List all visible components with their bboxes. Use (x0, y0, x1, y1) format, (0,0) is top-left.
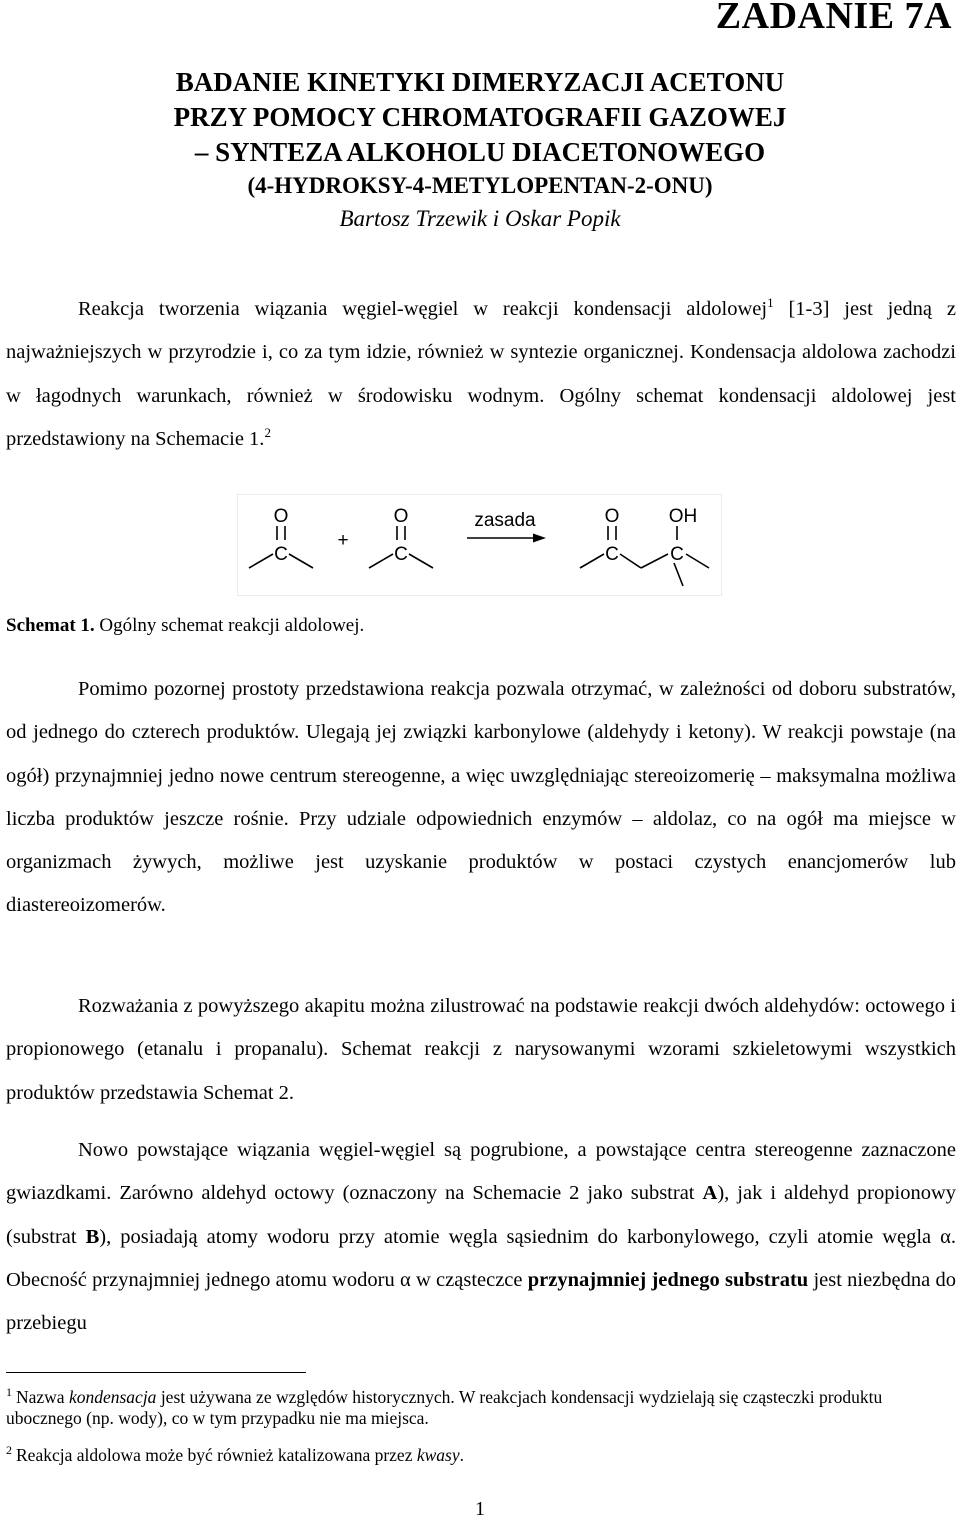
footnote-ref-1: 1 (767, 295, 774, 311)
task-label: ZADANIE 7A (715, 0, 952, 37)
footnote-2-number: 2 (6, 1443, 12, 1457)
r1-oxygen: O (273, 506, 289, 527)
title-line-1: BADANIE KINETYKI DIMERYZACJI ACETONU (175, 67, 785, 97)
p-alcohol-carbon: C (670, 544, 684, 565)
footnote-1-number: 1 (6, 1385, 12, 1399)
footnote-1 (6, 1382, 956, 1429)
r2-carbon: C (394, 544, 408, 565)
paragraph-1-text-a: Reakcja tworzenia wiązania węgiel-węgiel w reakcji kondensacji aldolowej (78, 298, 768, 320)
substrate-B-label: B (85, 1225, 100, 1248)
title-line-3: – SYNTEZA ALKOHOLU DIACETONOWEGO (194, 137, 766, 167)
footnote-1-italic: kondensacja (68, 1386, 157, 1407)
authors: Bartosz Trzewik i Oskar Popik (339, 206, 621, 231)
footnote-1-text-b: jest używana ze względów historycznych. W reakcjach kondensacji wydzielają się cząsteczki produktu ubocznego (np. wody), co w tym przypadku nie ma miejsca. (6, 1386, 883, 1428)
footnote-separator (6, 1372, 306, 1373)
footnote-2-text-b: . (459, 1444, 464, 1465)
p-oxygen: O (604, 506, 620, 527)
paragraph-1-text-b: [1-3] jest jedną z najważniejszych w przyrodzie i, co za tym idzie, również w syntezie organicznej. Kondensacja aldolowa zachodzi w łagodnych warunkach, również w środowisku wodnym. Ogólny schemat kondensacji aldolowej jest przedstawiony na Schemacie 1. (6, 298, 956, 450)
r1-carbon: C (274, 544, 288, 565)
footnote-2-italic: kwasy (416, 1444, 460, 1465)
p-hydroxyl: OH (668, 506, 698, 527)
paragraph-4-text-d: jest niezbędna do przebiegu (6, 1268, 956, 1335)
p-carbonyl-carbon: C (605, 544, 619, 565)
scheme-caption-text: Ogólny schemat reakcji aldolowej. (94, 615, 365, 636)
paragraph-3 (6, 985, 956, 1115)
r2-oxygen: O (393, 506, 409, 527)
paragraph-2-text: Pomimo pozornej prostoty przedstawiona reakcja pozwala otrzymać, w zależności od doboru substratów, od jednego do czterech produktów. Ulegają jej związki karbonylowe (aldehydy i ketony). W reakcji powstaje (na ogół) przynajmniej jedno nowe centrum stereogenne, a więc uwzględniając stereoizomerię – maksymalna możliwa liczba produktów jeszcze rośnie. Przy udziale odpowiednich enzymów – aldolaz, co na ogół ma miejsce w organizmach żywych, możliwe jest uzyskanie produktów w postaci czystych enancjomerów lub diastereoizomerów. (6, 678, 956, 917)
title-line-2: PRZY POMOCY CHROMATOGRAFII GAZOWEJ (173, 102, 787, 132)
reagent-label: zasada (474, 510, 536, 531)
paragraph-4-text-a: Nowo powstające wiązania węgiel-węgiel są pogrubione, a powstające centra stereogenne zaznaczone gwiazdkami. Zarówno aldehyd octowy (oznaczony na Schemacie 2 jako substrat (6, 1139, 956, 1205)
plus-sign: + (337, 530, 349, 551)
paragraph-4-text-b: ), jak i aldehyd propionowy (substrat (6, 1182, 956, 1248)
title-line-4: (4-HYDROKSY-4-METYLOPENTAN-2-ONU) (247, 173, 713, 198)
scheme-1-diagram (237, 494, 722, 596)
footnote-ref-2: 2 (264, 425, 271, 441)
footnote-2-text-a: Reakcja aldolowa może być również katalizowana przez (16, 1444, 417, 1465)
paragraph-4-bold-phrase: przynajmniej jednego substratu (527, 1268, 809, 1291)
paragraph-2 (6, 668, 956, 928)
footnote-2 (6, 1440, 956, 1466)
substrate-A-label: A (702, 1182, 718, 1205)
paragraph-3-text: Rozważania z powyższego akapitu można zilustrować na podstawie reakcji dwóch aldehydów: octowego i propionowego (etanalu i propanalu). Schemat reakcji z narysowanymi wzorami szkieletowymi wszystkich produktów przedstawia Schemat 2. (6, 995, 956, 1104)
page-number: 1 (475, 1498, 485, 1520)
scheme-1-caption (6, 615, 364, 637)
paragraph-4 (6, 1129, 956, 1345)
paragraph-1 (6, 288, 956, 461)
scheme-caption-label: Schemat 1. (6, 615, 95, 636)
footnote-1-text-a: Nazwa (16, 1386, 69, 1407)
paragraph-4-text-c: ), posiadają atomy wodoru przy atomie węgla sąsiednim do karbonylowego, czyli atomie węgla α. Obecność przynajmniej jednego atomu wodoru α w cząsteczce (6, 1225, 956, 1291)
